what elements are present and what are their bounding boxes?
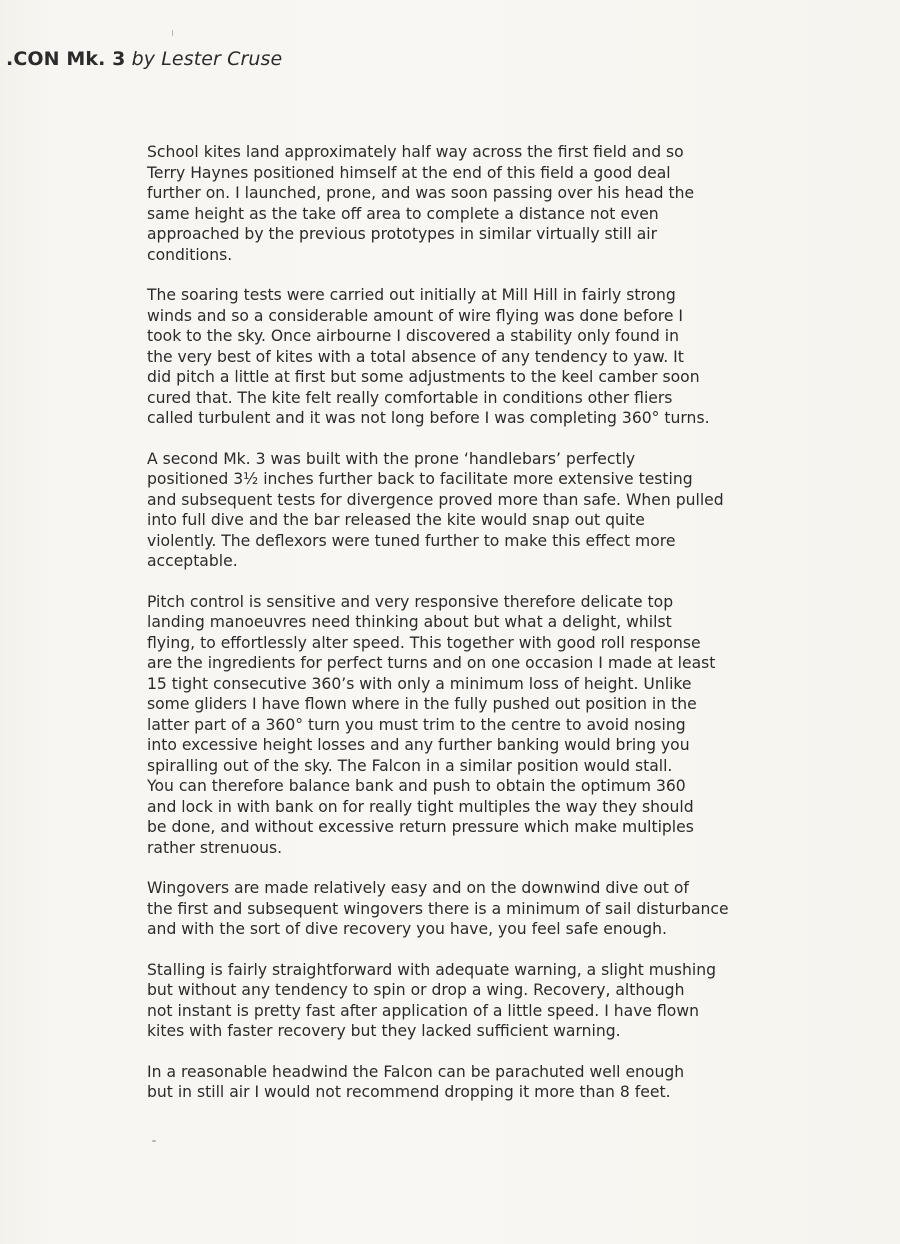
paragraph-line: landing manoeuvres need thinking about but what a delight, whilst bbox=[147, 613, 672, 631]
paragraph-line: violently. The deflexors were tuned further to make this effect more bbox=[147, 531, 676, 550]
article-title: .CON Mk. 3 bbox=[6, 48, 126, 70]
paragraph-line: winds and so a considerable amount of wire flying was done before I bbox=[147, 306, 684, 325]
paragraph-line: conditions. bbox=[147, 245, 233, 264]
paragraph-line: not instant is pretty fast after application of a little speed. I have flown bbox=[147, 1001, 699, 1020]
article-header bbox=[6, 48, 282, 70]
paragraph-line: kites with faster recovery but they lacked sufficient warning. bbox=[147, 1022, 621, 1040]
article-paragraph bbox=[147, 592, 767, 859]
paragraph-line: and subsequent tests for divergence proved more than safe. When pulled bbox=[147, 490, 724, 509]
paragraph-line: approached by the previous prototypes in similar virtually still air bbox=[147, 225, 658, 243]
article-paragraph bbox=[147, 960, 767, 1042]
paragraph-line: did pitch a little at first but some adjustments to the keel camber soon bbox=[147, 368, 700, 386]
paragraph-line: acceptable. bbox=[147, 552, 238, 570]
paragraph-line: and with the sort of dive recovery you have, you feel safe enough. bbox=[147, 920, 667, 938]
article-paragraph bbox=[147, 1062, 767, 1103]
paragraph-line: spiralling out of the sky. The Falcon in a similar position would stall. bbox=[147, 756, 673, 775]
article-paragraph bbox=[147, 449, 767, 572]
article-byline: by Lester Cruse bbox=[131, 48, 283, 70]
paragraph-line: 15 tight consecutive 360’s with only a minimum loss of height. Unlike bbox=[147, 674, 692, 693]
paragraph-line: and lock in with bank on for really tight multiples the way they should bbox=[147, 797, 694, 816]
paragraph-line: are the ingredients for perfect turns and on one occasion I made at least bbox=[147, 654, 716, 672]
paragraph-line: but without any tendency to spin or drop a wing. Recovery, although bbox=[147, 981, 685, 999]
paper-speck bbox=[172, 30, 173, 36]
paragraph-line: Wingovers are made relatively easy and on the downwind dive out of bbox=[147, 879, 689, 897]
paragraph-line: into full dive and the bar released the kite would snap out quite bbox=[147, 511, 645, 529]
paragraph-line: latter part of a 360° turn you must trim to the centre to avoid nosing bbox=[147, 715, 686, 734]
article-paragraph bbox=[147, 878, 767, 940]
paragraph-line: the first and subsequent wingovers there is a minimum of sail disturbance bbox=[147, 899, 729, 918]
paragraph-line: took to the sky. Once airbourne I discovered a stability only found in bbox=[147, 327, 680, 345]
paragraph-line: A second Mk. 3 was built with the prone ‘handlebars’ perfectly bbox=[147, 449, 636, 468]
paragraph-line: flying, to effortlessly alter speed. This together with good roll response bbox=[147, 633, 701, 652]
paragraph-line: rather strenuous. bbox=[147, 838, 283, 857]
paragraph-line: Pitch control is sensitive and very responsive therefore delicate top bbox=[147, 592, 674, 611]
paragraph-line: positioned 3½ inches further back to facilitate more extensive testing bbox=[147, 470, 693, 488]
paragraph-line: cured that. The kite felt really comfortable in conditions other fliers bbox=[147, 388, 673, 407]
paragraph-line: but in still air I would not recommend dropping it more than 8 feet. bbox=[147, 1083, 671, 1101]
paragraph-line: The soaring tests were carried out initially at Mill Hill in fairly strong bbox=[147, 286, 676, 304]
paragraph-line: In a reasonable headwind the Falcon can be parachuted well enough bbox=[147, 1062, 685, 1081]
paragraph-line: further on. I launched, prone, and was soon passing over his head the bbox=[147, 184, 695, 202]
article-paragraph bbox=[147, 142, 767, 265]
article-paragraph bbox=[147, 285, 767, 429]
article-body bbox=[147, 142, 767, 1123]
paper-speck bbox=[152, 1140, 156, 1142]
paragraph-line: be done, and without excessive return pressure which make multiples bbox=[147, 818, 694, 836]
paragraph-line: some gliders I have flown where in the fully pushed out position in the bbox=[147, 695, 697, 713]
paragraph-line: Stalling is fairly straightforward with adequate warning, a slight mushing bbox=[147, 960, 716, 979]
paragraph-line: School kites land approximately half way across the first field and so bbox=[147, 143, 684, 161]
paragraph-line: the very best of kites with a total absence of any tendency to yaw. It bbox=[147, 347, 684, 366]
paragraph-line: same height as the take off area to complete a distance not even bbox=[147, 204, 659, 223]
paragraph-line: You can therefore balance bank and push to obtain the optimum 360 bbox=[147, 777, 686, 795]
paragraph-line: called turbulent and it was not long before I was completing 360° turns. bbox=[147, 409, 710, 427]
paragraph-line: into excessive height losses and any further banking would bring you bbox=[147, 736, 690, 754]
paragraph-line: Terry Haynes positioned himself at the end of this field a good deal bbox=[147, 163, 671, 182]
